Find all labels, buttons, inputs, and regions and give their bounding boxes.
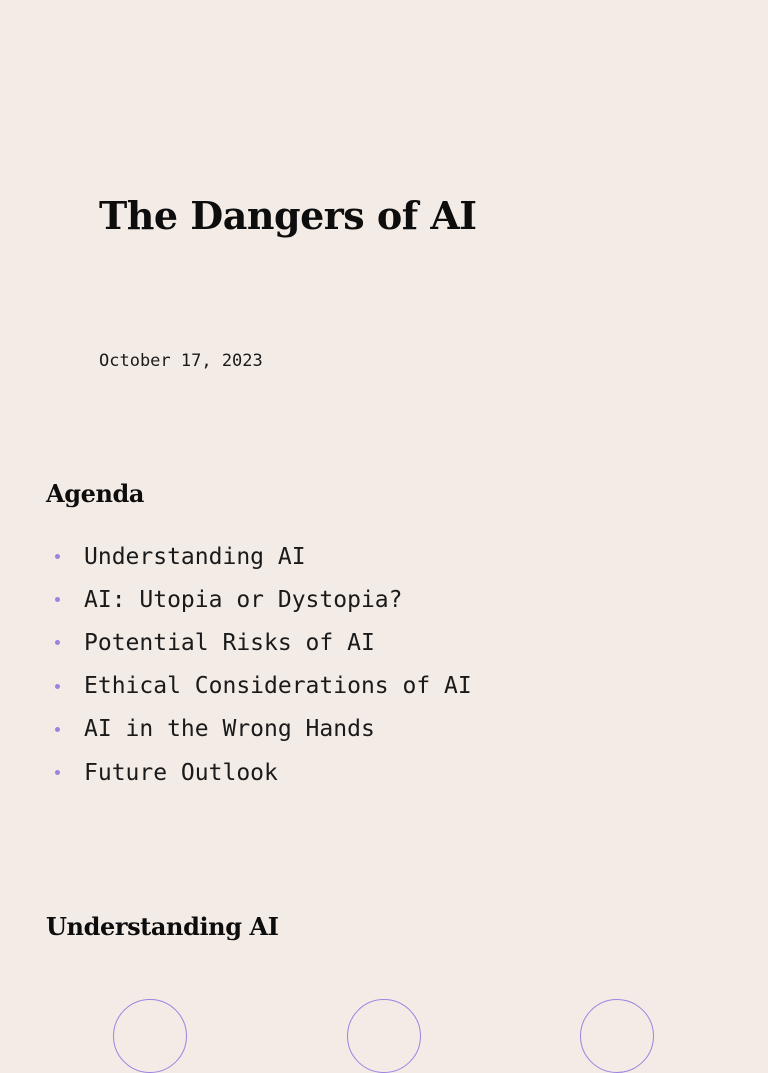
- bullet-dot-icon: [55, 727, 60, 732]
- agenda-item-label: Future Outlook: [84, 759, 278, 786]
- agenda-item-label: AI: Utopia or Dystopia?: [84, 586, 403, 613]
- agenda-item-label: Potential Risks of AI: [84, 629, 375, 656]
- agenda-item: [46, 535, 472, 578]
- bullet-dot-icon: [55, 640, 60, 645]
- page-title: The Dangers of AI: [99, 193, 477, 238]
- circle-icon: [113, 999, 187, 1073]
- agenda-item: [46, 665, 472, 708]
- agenda-heading: Agenda: [46, 479, 145, 508]
- understanding-ai-heading: Understanding AI: [46, 912, 279, 941]
- agenda-item: [46, 751, 472, 794]
- bullet-dot-icon: [55, 597, 60, 602]
- bullet-dot-icon: [55, 554, 60, 559]
- bullet-dot-icon: [55, 770, 60, 775]
- agenda-list: [46, 535, 472, 794]
- circle-icon: [580, 999, 654, 1073]
- agenda-item-label: Ethical Considerations of AI: [84, 673, 472, 700]
- agenda-item: [46, 621, 472, 664]
- agenda-item-label: AI in the Wrong Hands: [84, 716, 375, 743]
- agenda-item-label: Understanding AI: [84, 543, 306, 570]
- presentation-date: October 17, 2023: [99, 351, 263, 371]
- agenda-item: [46, 708, 472, 751]
- circle-icon: [347, 999, 421, 1073]
- bullet-dot-icon: [55, 684, 60, 689]
- agenda-item: [46, 578, 472, 621]
